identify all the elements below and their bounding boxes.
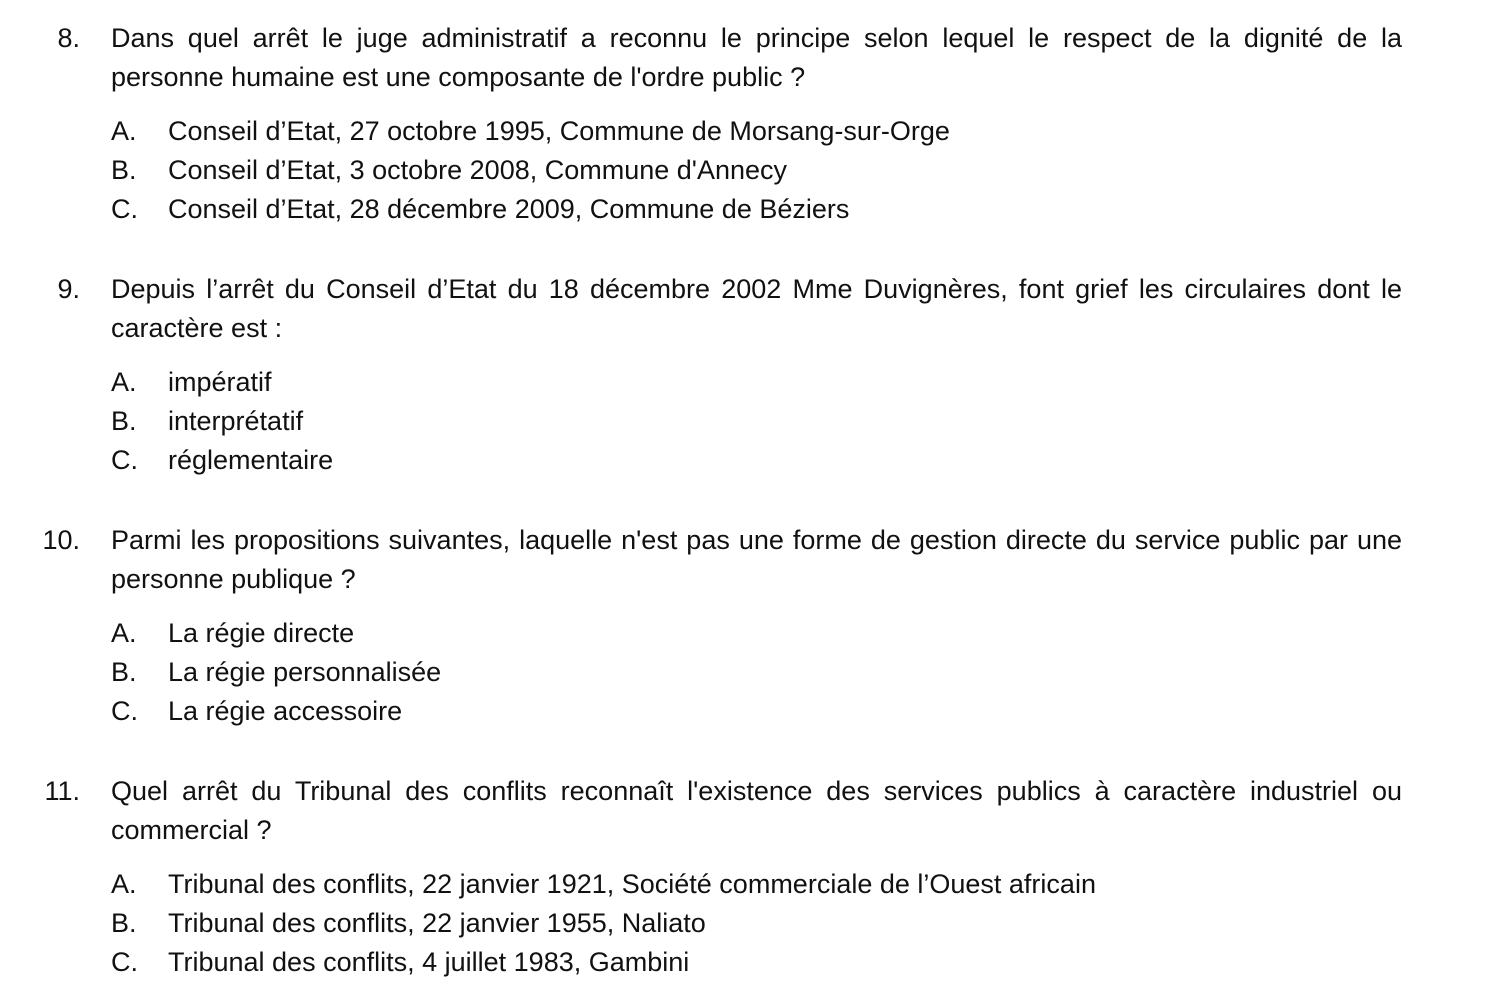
option-c — [111, 692, 1411, 731]
option-c — [111, 943, 1411, 982]
question-number: 9. — [57, 274, 80, 304]
options-list-8 — [111, 112, 1411, 229]
option-b — [111, 151, 1411, 190]
option-text: Conseil d’Etat, 28 décembre 2009, Commune de Béziers — [168, 194, 850, 224]
option-letter: C. — [111, 947, 138, 977]
question-number: 8. — [57, 23, 80, 53]
options-list-10 — [111, 614, 1411, 731]
question-number: 11. — [44, 776, 80, 806]
option-letter: B. — [111, 908, 137, 938]
option-b — [111, 904, 1411, 943]
option-a — [111, 363, 1411, 402]
question-text: Depuis l’arrêt du Conseil d’Etat du 18 décembre 2002 Mme Duvignères, font grief les circulaires dont le caractère est : — [111, 274, 1402, 343]
option-letter: B. — [111, 406, 137, 436]
option-text: La régie personnalisée — [168, 657, 442, 687]
option-text: Tribunal des conflits, 22 janvier 1921, Société commerciale de l’Ouest africain — [168, 869, 1096, 899]
question-text: Quel arrêt du Tribunal des conflits reconnaît l'existence des services publics à caractère industriel ou commercial ? — [111, 776, 1402, 845]
option-text: interprétatif — [168, 406, 304, 436]
option-text: Tribunal des conflits, 22 janvier 1955, Naliato — [168, 908, 706, 938]
option-text: réglementaire — [168, 445, 334, 475]
option-letter: A. — [111, 116, 137, 146]
option-text: impératif — [168, 367, 272, 397]
option-letter: A. — [111, 869, 137, 899]
option-text: La régie accessoire — [168, 696, 403, 726]
options-list-11 — [111, 865, 1411, 982]
option-letter: B. — [111, 657, 137, 687]
option-letter: C. — [111, 194, 138, 224]
question-text: Dans quel arrêt le juge administratif a reconnu le principe selon lequel le respect de la dignité de la personne humaine est une composante de l'ordre public ? — [111, 23, 1402, 92]
option-text: Conseil d’Etat, 27 octobre 1995, Commune de Morsang-sur-Orge — [168, 116, 950, 146]
option-c — [111, 441, 1411, 480]
option-letter: A. — [111, 367, 137, 397]
option-letter: C. — [111, 696, 138, 726]
question-text: Parmi les propositions suivantes, laquelle n'est pas une forme de gestion directe du service public par une personne publique ? — [111, 525, 1402, 594]
option-b — [111, 402, 1411, 441]
option-letter: A. — [111, 618, 137, 648]
option-letter: B. — [111, 155, 137, 185]
option-letter: C. — [111, 445, 138, 475]
option-text: Conseil d’Etat, 3 octobre 2008, Commune d'Annecy — [168, 155, 788, 185]
option-a — [111, 865, 1411, 904]
option-c — [111, 190, 1411, 229]
question-number: 10. — [42, 525, 80, 555]
option-text: Tribunal des conflits, 4 juillet 1983, Gambini — [168, 947, 690, 977]
options-list-9 — [111, 363, 1411, 480]
option-a — [111, 112, 1411, 151]
option-a — [111, 614, 1411, 653]
option-text: La régie directe — [168, 618, 355, 648]
option-b — [111, 653, 1411, 692]
